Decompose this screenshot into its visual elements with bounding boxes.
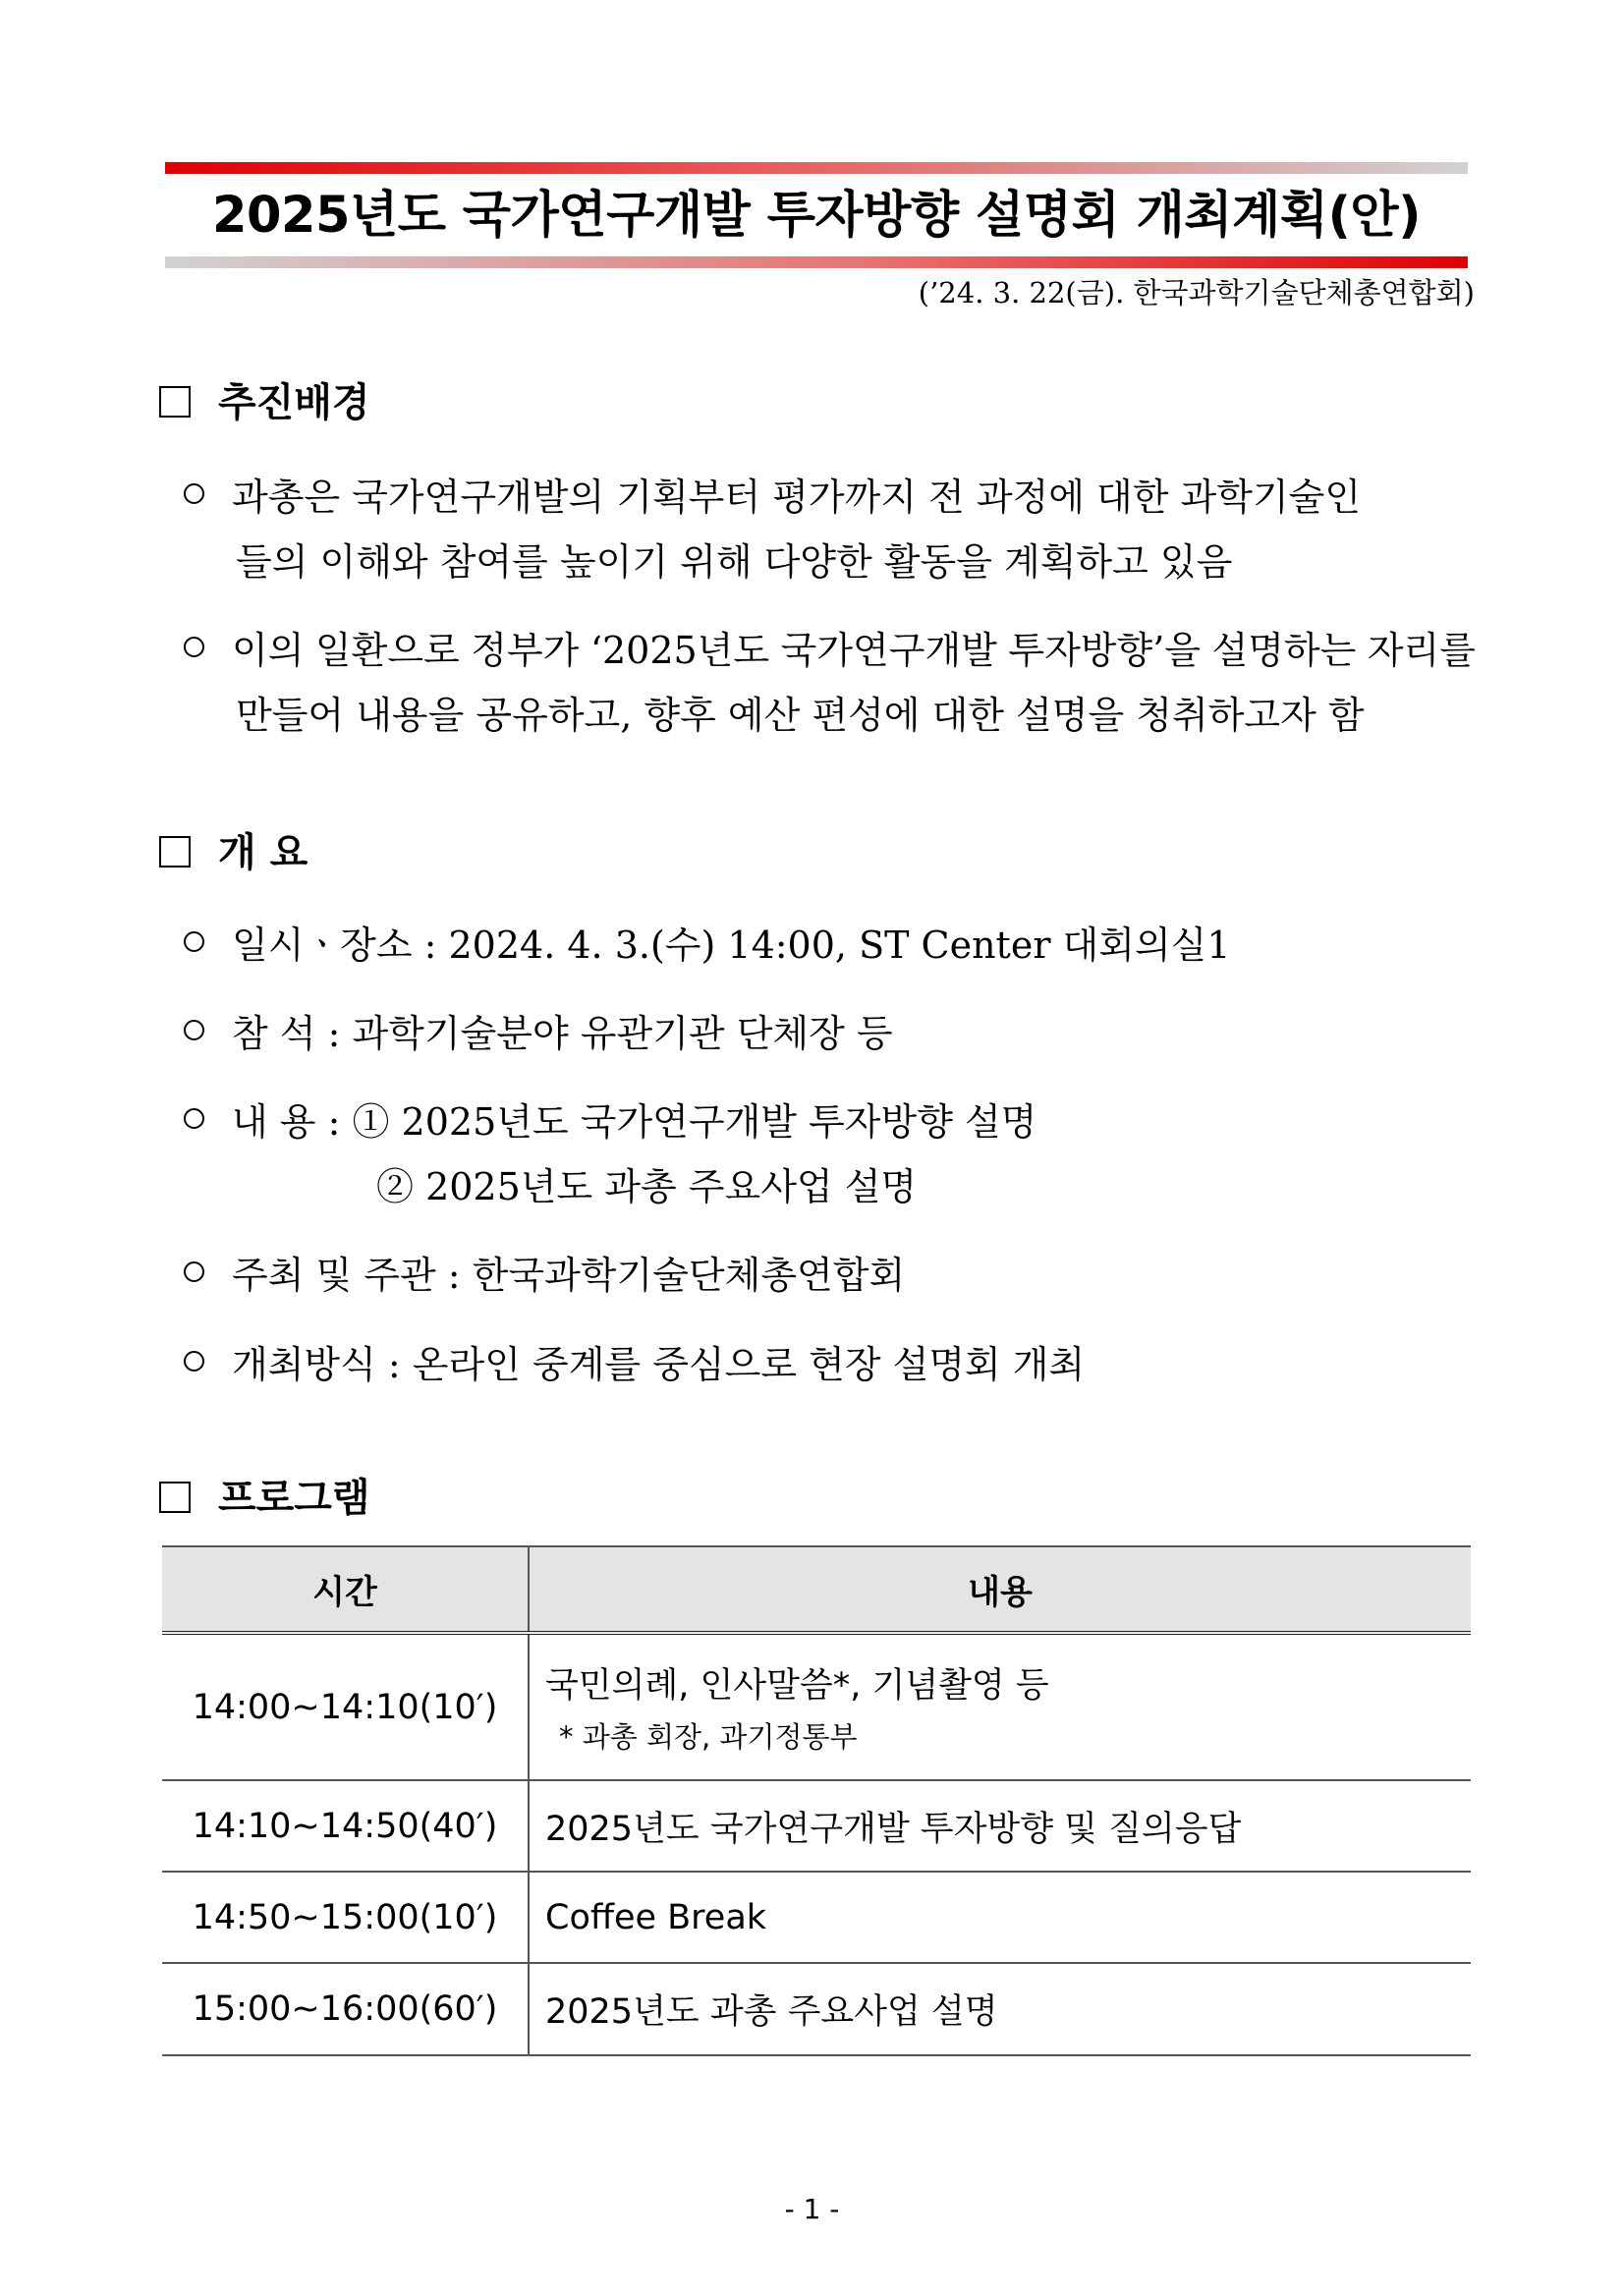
square-bullet-icon [159,1482,191,1513]
overview-content [184,1098,1036,1146]
circle-bullet-icon [184,483,204,504]
content-text: 국민의례, 인사말씀*, 기념촬영 등 [545,1666,1049,1706]
square-bullet-icon [159,386,191,418]
section-heading-text: 개 요 [218,830,308,875]
footnote-text: * 과총 회장, 과기정통부 [559,1720,858,1754]
circle-bullet-icon [184,931,204,952]
column-header-content: 내용 [529,1546,1471,1633]
page-number: - 1 - [784,2193,840,2225]
time-cell: 14:10~14:50(40′) [162,1780,529,1872]
program-table [162,1545,1471,2056]
background-bullet-2-cont: 만들어 내용을 공유하고, 향후 예산 편성에 대한 설명을 청취하고자 함 [236,694,1365,737]
circle-bullet-icon [184,1351,204,1372]
bullet-text: 개최방식 : 온라인 중계를 중심으로 현장 설명회 개최 [232,1343,1086,1386]
square-bullet-icon [159,836,191,868]
table-row [162,1872,1471,1963]
content-cell: Coffee Break [529,1872,1471,1963]
time-cell: 14:50~15:00(10′) [162,1872,529,1963]
overview-host [184,1252,905,1299]
content-cell [529,1633,1471,1780]
title-bottom-bar [165,256,1468,268]
title-top-bar [165,162,1468,174]
section-overview-heading [159,828,308,877]
table-row [162,1963,1471,2055]
table-header-row [162,1546,1471,1633]
bullet-text: 과총은 국가연구개발의 기획부터 평가까지 전 과정에 대한 과학기술인 [232,476,1362,519]
background-bullet-2 [184,627,1476,674]
section-background-heading [159,378,370,427]
time-cell: 15:00~16:00(60′) [162,1963,529,2055]
overview-attendees [184,1010,893,1057]
section-heading-text: 프로그램 [218,1476,370,1521]
overview-method [184,1341,1085,1388]
bullet-text: 내 용 : ① 2025년도 국가연구개발 투자방향 설명 [232,1100,1037,1144]
bullet-text: 일시ㆍ장소 : 2024. 4. 3.(수) 14:00, ST Center 대회의실1 [232,924,1231,967]
document-date: (’24. 3. 22(금). 한국과학기술단체총연합회) [918,276,1475,309]
document-title: 2025년도 국가연구개발 투자방향 설명회 개최계획(안) [212,187,1421,245]
overview-datetime [184,922,1231,969]
section-program-heading [159,1474,370,1523]
circle-bullet-icon [184,1108,204,1129]
circle-bullet-icon [184,1261,204,1282]
table-row [162,1633,1471,1780]
bullet-text: 주최 및 주관 : 한국과학기술단체총연합회 [232,1254,906,1297]
bullet-text: 참 석 : 과학기술분야 유관기관 단체장 등 [232,1012,893,1055]
time-cell: 14:00~14:10(10′) [162,1633,529,1780]
content-cell: 2025년도 국가연구개발 투자방향 및 질의응답 [529,1780,1471,1872]
content-cell: 2025년도 과총 주요사업 설명 [529,1963,1471,2055]
circle-bullet-icon [184,1020,204,1040]
column-header-time: 시간 [162,1546,529,1633]
section-heading-text: 추진배경 [218,380,370,425]
circle-bullet-icon [184,637,204,657]
background-bullet-1-cont: 들의 이해와 참여를 높이기 위해 다양한 활동을 계획하고 있음 [236,540,1233,584]
bullet-text: 이의 일환으로 정부가 ‘2025년도 국가연구개발 투자방향’을 설명하는 자리를 [232,629,1476,672]
overview-content-2: ② 2025년도 과총 주요사업 설명 [376,1165,918,1208]
table-row [162,1780,1471,1872]
background-bullet-1 [184,474,1476,521]
